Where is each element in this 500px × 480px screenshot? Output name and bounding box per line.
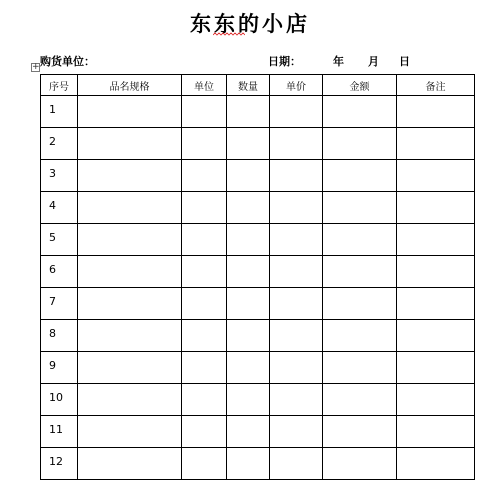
- column-header: 金额: [323, 75, 397, 96]
- table-cell[interactable]: [227, 128, 270, 160]
- table-cell[interactable]: [323, 224, 397, 256]
- table-cell[interactable]: [227, 256, 270, 288]
- table-cell[interactable]: [397, 224, 475, 256]
- row-number-cell: 8: [41, 320, 78, 352]
- table-row: [41, 288, 475, 320]
- table-cell[interactable]: [182, 160, 227, 192]
- table-cell[interactable]: [182, 224, 227, 256]
- table-cell[interactable]: [227, 160, 270, 192]
- month-label: 月: [368, 55, 379, 68]
- table-cell[interactable]: [78, 416, 182, 448]
- table-cell[interactable]: [182, 384, 227, 416]
- table-cell[interactable]: [397, 96, 475, 128]
- table-cell[interactable]: [397, 384, 475, 416]
- table-cell[interactable]: [78, 192, 182, 224]
- purchase-table: [40, 74, 475, 480]
- column-header: 品名规格: [78, 75, 182, 96]
- table-cell[interactable]: [227, 320, 270, 352]
- table-cell[interactable]: [323, 192, 397, 224]
- table-cell[interactable]: [323, 416, 397, 448]
- table-cell[interactable]: [323, 352, 397, 384]
- spellcheck-underline: [213, 32, 245, 36]
- date-label: 日期：: [268, 55, 301, 68]
- table-cell[interactable]: [397, 192, 475, 224]
- table-cell[interactable]: [78, 448, 182, 480]
- table-cell[interactable]: [78, 320, 182, 352]
- table-cell[interactable]: [78, 384, 182, 416]
- table-cell[interactable]: [182, 192, 227, 224]
- table-row: [41, 384, 475, 416]
- table-cell[interactable]: [182, 288, 227, 320]
- table-cell[interactable]: [323, 384, 397, 416]
- table-cell[interactable]: [270, 352, 323, 384]
- table-cell[interactable]: [182, 256, 227, 288]
- column-header: 备注: [397, 75, 475, 96]
- table-cell[interactable]: [270, 320, 323, 352]
- table-row: [41, 320, 475, 352]
- table-header-row: [41, 75, 475, 96]
- table-cell[interactable]: [78, 96, 182, 128]
- table-row: [41, 416, 475, 448]
- move-handle-icon[interactable]: +: [32, 62, 40, 72]
- table-row: [41, 224, 475, 256]
- table-cell[interactable]: [270, 416, 323, 448]
- table-cell[interactable]: [270, 256, 323, 288]
- table-row: [41, 192, 475, 224]
- table-cell[interactable]: [227, 288, 270, 320]
- table-cell[interactable]: [323, 448, 397, 480]
- table-cell[interactable]: [397, 288, 475, 320]
- table-cell[interactable]: [323, 128, 397, 160]
- row-number-cell: 11: [41, 416, 78, 448]
- table-cell[interactable]: [323, 288, 397, 320]
- table-cell[interactable]: [182, 416, 227, 448]
- table-cell[interactable]: [182, 96, 227, 128]
- table-row: [41, 256, 475, 288]
- column-header: 数量: [227, 75, 270, 96]
- table-cell[interactable]: [270, 448, 323, 480]
- table-cell[interactable]: [270, 224, 323, 256]
- table-cell[interactable]: [182, 352, 227, 384]
- table-row: [41, 160, 475, 192]
- table-cell[interactable]: [227, 448, 270, 480]
- row-number-cell: 10: [41, 384, 78, 416]
- row-number-cell: 3: [41, 160, 78, 192]
- table-row: [41, 128, 475, 160]
- table-cell[interactable]: [397, 416, 475, 448]
- day-label: 日: [399, 55, 410, 68]
- document-title: 东东的小店: [190, 11, 310, 36]
- row-number-cell: 6: [41, 256, 78, 288]
- column-header: 序号: [41, 75, 78, 96]
- table-row: [41, 352, 475, 384]
- column-header: 单位: [182, 75, 227, 96]
- table-cell[interactable]: [227, 416, 270, 448]
- row-number-cell: 1: [41, 96, 78, 128]
- table-cell[interactable]: [227, 192, 270, 224]
- table-cell[interactable]: [270, 384, 323, 416]
- row-number-cell: 5: [41, 224, 78, 256]
- table-cell[interactable]: [270, 192, 323, 224]
- column-header: 单价: [270, 75, 323, 96]
- table-cell[interactable]: [397, 128, 475, 160]
- row-number-cell: 4: [41, 192, 78, 224]
- table-cell[interactable]: [227, 224, 270, 256]
- table-cell[interactable]: [397, 160, 475, 192]
- table-cell[interactable]: [323, 160, 397, 192]
- table-cell[interactable]: [227, 384, 270, 416]
- table-cell[interactable]: [227, 352, 270, 384]
- table-cell[interactable]: [270, 288, 323, 320]
- table-cell[interactable]: [227, 96, 270, 128]
- table-cell[interactable]: [78, 352, 182, 384]
- table-cell[interactable]: [397, 352, 475, 384]
- row-number-cell: 2: [41, 128, 78, 160]
- table-cell[interactable]: [270, 96, 323, 128]
- table-row: [41, 96, 475, 128]
- table-cell[interactable]: [323, 96, 397, 128]
- row-number-cell: 9: [41, 352, 78, 384]
- table-cell[interactable]: [182, 128, 227, 160]
- table-cell[interactable]: [78, 256, 182, 288]
- row-number-cell: 7: [41, 288, 78, 320]
- table-cell[interactable]: [270, 160, 323, 192]
- row-number-cell: 12: [41, 448, 78, 480]
- table-cell[interactable]: [182, 320, 227, 352]
- year-label: 年: [333, 55, 344, 68]
- table-cell[interactable]: [323, 256, 397, 288]
- table-cell[interactable]: [182, 448, 227, 480]
- table-cell[interactable]: [397, 448, 475, 480]
- buyer-label: 购货单位：: [40, 55, 95, 68]
- table-cell[interactable]: [397, 256, 475, 288]
- table-cell[interactable]: [78, 288, 182, 320]
- table-cell[interactable]: [78, 128, 182, 160]
- table-row: [41, 448, 475, 480]
- table-cell[interactable]: [397, 320, 475, 352]
- table-cell[interactable]: [270, 128, 323, 160]
- table-cell[interactable]: [78, 160, 182, 192]
- table-cell[interactable]: [323, 320, 397, 352]
- table-cell[interactable]: [78, 224, 182, 256]
